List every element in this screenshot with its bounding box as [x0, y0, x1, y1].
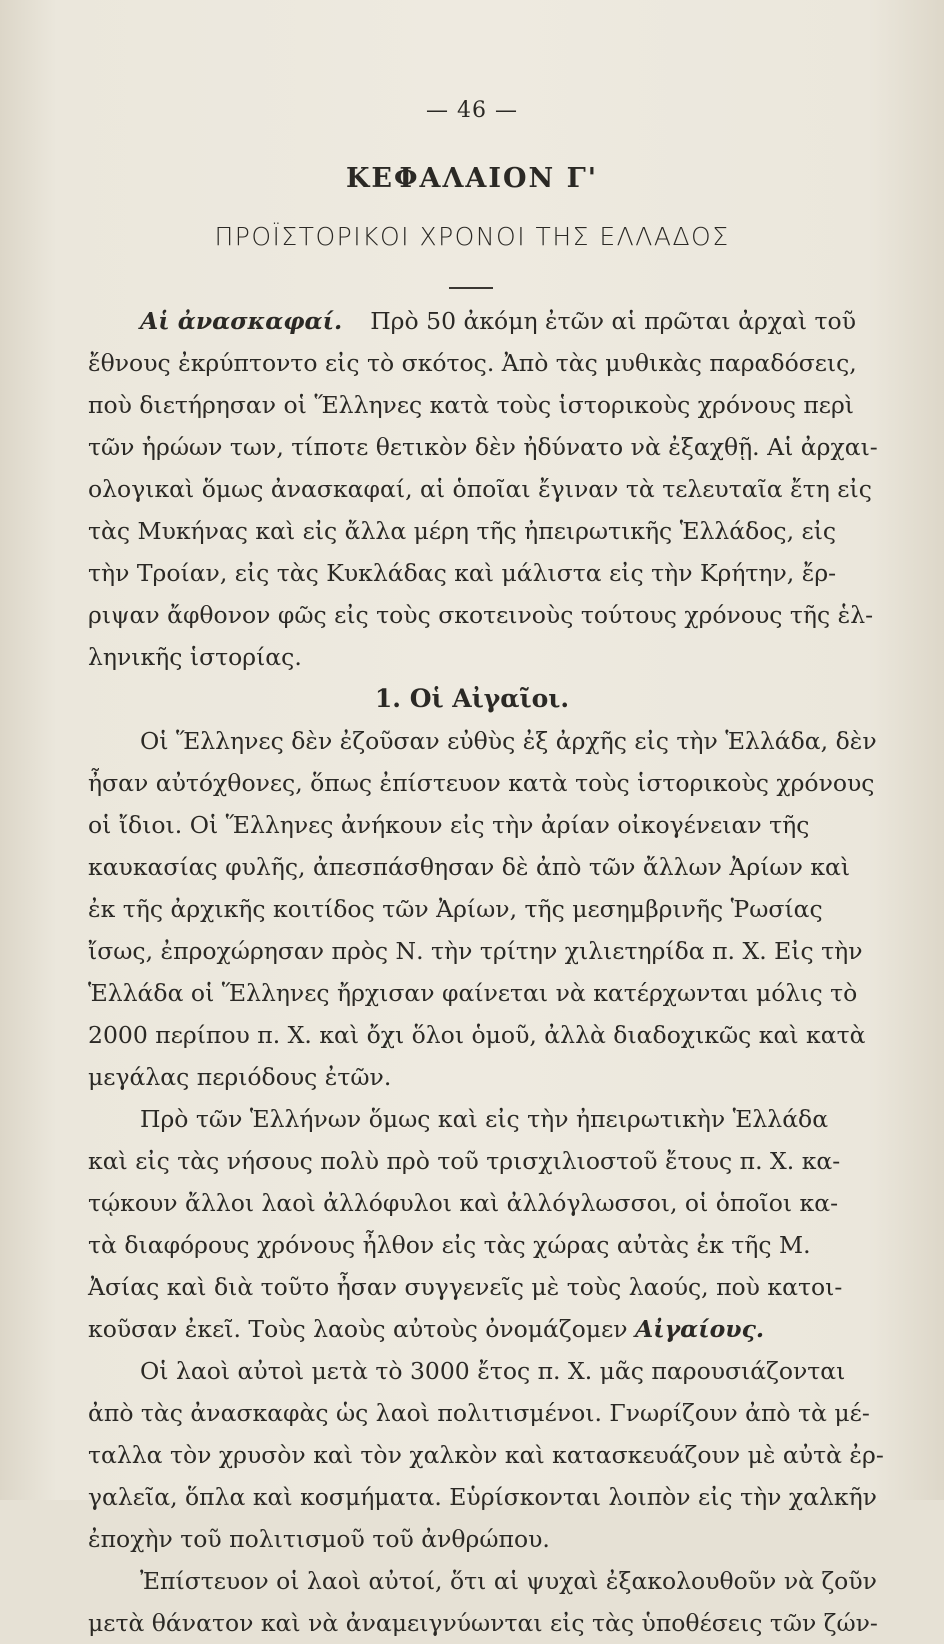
paragraph-line — [88, 426, 878, 468]
line-text: ταλλα τὸν χρυσὸν καὶ τὸν χαλκὸν καὶ κατασκευάζουν μὲ αὐτὰ ἐρ- — [88, 1441, 884, 1469]
line-text: κοῦσαν ἐκεῖ. Τοὺς λαοὺς αὐτοὺς ὀνομάζομεν — [88, 1315, 628, 1343]
line-text: τὴν Τροίαν, εἰς τὰς Κυκλάδας καὶ μάλιστα εἰς τὴν Κρήτην, ἔρ- — [88, 559, 837, 587]
line-text: γαλεῖα, ὅπλα καὶ κοσμήματα. Εὑρίσκονται λοιπὸν εἰς τὴν χαλκῆν — [88, 1483, 877, 1511]
line-text: Οἱ Ἕλληνες δὲν ἐζοῦσαν εὐθὺς ἐξ ἀρχῆς εἰς τὴν Ἑλλάδα, δὲν — [140, 727, 877, 755]
paragraph-line — [88, 342, 856, 384]
paragraph-line — [88, 384, 856, 426]
paragraph-line — [88, 888, 856, 930]
line-text: ἐκ τῆς ἀρχικῆς κοιτίδος τῶν Ἀρίων, τῆς μεσημβρινῆς Ῥωσίας — [88, 895, 823, 923]
paragraph-line — [88, 972, 856, 1014]
paragraph-line — [88, 720, 877, 762]
line-text: ἔθνους ἐκρύπτοντο εἰς τὸ σκότος. Ἀπὸ τὰς μυθικὰς παραδόσεις, — [88, 349, 857, 377]
line-text: τῴκουν ἄλλοι λαοὶ ἀλλόφυλοι καὶ ἀλλόγλωσσοι, οἱ ὁποῖοι κα- — [88, 1189, 839, 1217]
paragraph-line — [88, 1308, 856, 1350]
line-text: ριψαν ἄφθονον φῶς εἰς τοὺς σκοτεινοὺς τούτους χρόνους τῆς ἑλ- — [88, 601, 874, 629]
paragraph-line — [88, 636, 856, 678]
line-text: τῶν ἡρώων των, τίποτε θετικὸν δὲν ἠδύνατο νὰ ἐξαχθῇ. Αἱ ἀρχαι- — [88, 433, 878, 461]
line-text: μεγάλας περιόδους ἐτῶν. — [88, 1063, 392, 1091]
paragraph-line — [88, 1014, 866, 1056]
paragraph-line — [88, 804, 856, 846]
emphasized-term: Αἰγαίους. — [635, 1315, 765, 1343]
paragraph-line — [88, 1392, 870, 1434]
line-text: καὶ εἰς τὰς νήσους πολὺ πρὸ τοῦ τρισχιλιοστοῦ ἔτους π. Χ. κα- — [88, 1147, 841, 1175]
paragraph-line — [88, 930, 863, 972]
line-text: Πρὸ 50 ἀκόμη ἐτῶν αἱ πρῶται ἀρχαὶ τοῦ — [370, 307, 856, 335]
paragraph-line — [88, 1056, 856, 1098]
line-text: Ἑλλάδα οἱ Ἕλληνες ἤρχισαν φαίνεται νὰ κατέρχωνται μόλις τὸ — [88, 979, 858, 1007]
paragraph-line — [88, 1476, 877, 1518]
line-text: ἐποχὴν τοῦ πολιτισμοῦ τοῦ ἀνθρώπου. — [88, 1525, 550, 1553]
line-text: καυκασίας φυλῆς, ἀπεσπάσθησαν δὲ ἀπὸ τῶν ἄλλων Ἀρίων καὶ — [88, 853, 851, 881]
paragraph-line — [88, 594, 874, 636]
paragraph-line — [88, 300, 856, 342]
paragraph-line — [88, 1140, 856, 1182]
line-text: τὰ διαφόρους χρόνους ἦλθον εἰς τὰς χώρας αὐτὰς ἐκ τῆς Μ. — [88, 1231, 811, 1259]
line-text: Ἀσίας καὶ διὰ τοῦτο ἦσαν συγγενεῖς μὲ τοὺς λαούς, ποὺ κατοι- — [88, 1273, 843, 1301]
paragraph-line — [88, 552, 856, 594]
paragraph-line — [88, 1224, 856, 1266]
paragraph-line — [88, 846, 856, 888]
paragraph-line — [88, 1518, 856, 1560]
line-text: ποὺ διετήρησαν οἱ Ἕλληνες κατὰ τοὺς ἱστορικοὺς χρόνους περὶ — [88, 391, 854, 419]
paragraph-lead: Αἱ ἀνασκαφαί. — [140, 307, 343, 335]
chapter-title: ΚΕΦΑΛΑΙΟΝ Γ' — [345, 163, 599, 194]
section-heading-line — [88, 678, 856, 720]
line-text: ἴσως, ἐπροχώρησαν πρὸς Ν. τὴν τρίτην χιλιετηρίδα π. Χ. Εἰς τὴν — [88, 937, 863, 965]
paragraph-line — [88, 762, 875, 804]
paragraph-line — [88, 1560, 877, 1602]
section-heading: 1. Οἱ Αἰγαῖοι. — [374, 684, 570, 713]
line-text: ἦσαν αὐτόχθονες, ὅπως ἐπίστευον κατὰ τοὺς ἱστορικοὺς χρόνους — [88, 769, 875, 797]
line-text: τὰς Μυκήνας καὶ εἰς ἄλλα μέρη τῆς ἠπειρωτικῆς Ἑλλάδος, εἰς — [88, 517, 837, 545]
paragraph-line — [88, 510, 856, 552]
line-text: οἱ ἴδιοι. Οἱ Ἕλληνες ἀνήκουν εἰς τὴν ἀρίαν οἰκογένειαν τῆς — [88, 811, 810, 839]
paragraph-line — [88, 1182, 856, 1224]
line-text: Οἱ λαοὶ αὐτοὶ μετὰ τὸ 3000 ἔτος π. Χ. μᾶς παρουσιάζονται — [140, 1357, 846, 1385]
paragraph-line — [88, 1350, 856, 1392]
line-text: ληνικῆς ἱστορίας. — [88, 643, 302, 671]
paragraph-line — [88, 468, 872, 510]
line-text: μετὰ θάνατον καὶ νὰ ἀναμειγνύωνται εἰς τὰς ὑποθέσεις τῶν ζών- — [88, 1609, 878, 1637]
page-number: — 46 — — [426, 98, 518, 123]
paragraph-line — [88, 1098, 856, 1140]
line-text: Ἐπίστευον οἱ λαοὶ αὐτοί, ὅτι αἱ ψυχαὶ ἐξακολουθοῦν νὰ ζοῦν — [140, 1567, 877, 1595]
line-text: ἀπὸ τὰς ἀνασκαφὰς ὡς λαοὶ πολιτισμένοι. Γνωρίζουν ἀπὸ τὰ μέ- — [88, 1399, 870, 1427]
paragraph-line — [88, 1434, 884, 1476]
line-text: 2000 περίπου π. Χ. καὶ ὄχι ὅλοι ὁμοῦ, ἀλλὰ διαδοχικῶς καὶ κατὰ — [88, 1021, 866, 1049]
chapter-subtitle: ΠΡΟΪΣΤΟΡΙΚΟΙ ΧΡΟΝΟΙ ΤΗΣ ΕΛΛΑΔΟΣ — [214, 222, 730, 251]
title-divider — [449, 287, 493, 289]
page-body — [88, 300, 884, 1644]
line-text: Πρὸ τῶν Ἑλλήνων ὅμως καὶ εἰς τὴν ἠπειρωτικὴν Ἑλλάδα — [140, 1105, 829, 1133]
paragraph-line — [88, 1266, 856, 1308]
paragraph-line — [88, 1602, 878, 1644]
line-text: ολογικαὶ ὅμως ἀνασκαφαί, αἱ ὁποῖαι ἔγιναν τὰ τελευταῖα ἔτη εἰς — [88, 475, 872, 503]
